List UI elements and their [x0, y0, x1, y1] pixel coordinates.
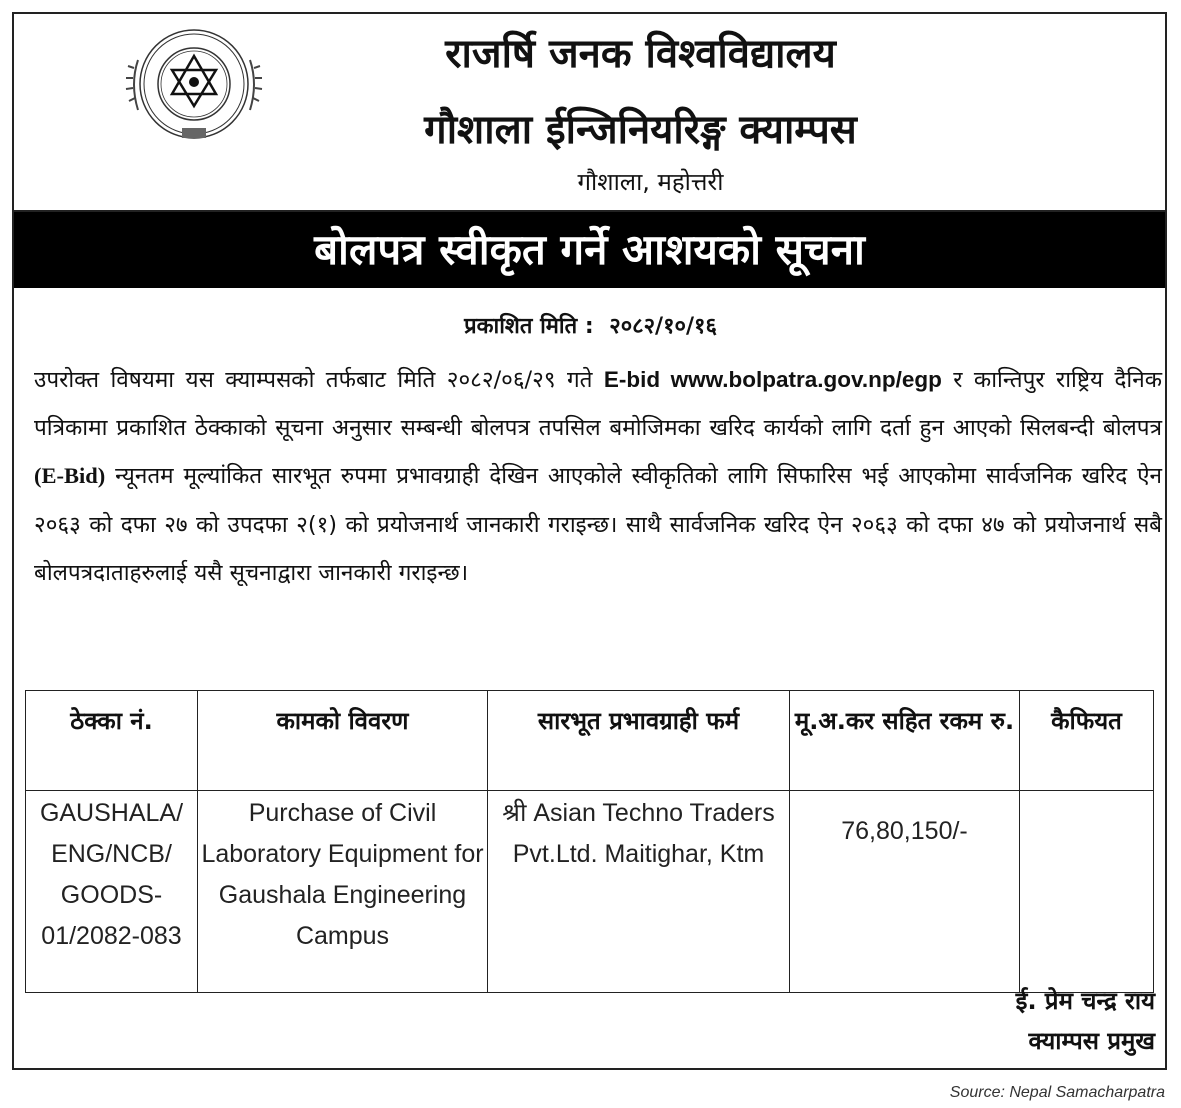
ebid-term: (E-Bid): [34, 463, 106, 489]
campus-location: गौशाला, महोत्तरी: [577, 168, 724, 196]
header-firm: सारभूत प्रभावग्राही फर्म: [488, 691, 790, 791]
body-part-1: उपरोक्त विषयमा यस क्याम्पसको तर्फबाट मिति २०८२/०६/२९ गते: [34, 367, 604, 393]
notice-title: बोलपत्र स्वीकृत गर्ने आशयको सूचना: [14, 212, 1165, 288]
table-row: [26, 791, 1154, 993]
table-header-row: [26, 691, 1154, 791]
cell-description: Purchase of Civil Laboratory Equipment for Gaushala Engineering Campus: [198, 791, 488, 993]
cell-contract-no: GAUSHALA/ ENG/NCB/ GOODS- 01/2082-083: [26, 791, 198, 993]
body-part-2: र कान्तिपुर राष्ट्रिय दैनिक पत्रिकामा प्रकाशित ठेक्काको सूचना अनुसार सम्बन्धी बोलपत्र तपसिल बमोजिमका खरिद कार्यको लागि दर्ता हुन आएको सिलबन्दी बोलपत्र: [34, 367, 1163, 442]
body-part-3: न्यूनतम मूल्यांकित सारभूत रुपमा प्रभावग्राही देखिन आएकोले स्वीकृतिको लागि सिफारिस भई आएकोमा सार्वजनिक खरिद ऐन २०६३ को दफा २७ को उपदफा २(१) को प्रयोजनार्थ जानकारी गराइन्छ। साथै सार्वजनिक खरिद ऐन २०६३ को दफा ४७ को प्रयोजनार्थ सबै बोलपत्रदाताहरुलाई यसै सूचनाद्वारा जानकारी गराइन्छ।: [34, 463, 1162, 586]
header-contract-no: ठेक्का नं.: [26, 691, 198, 791]
notice-body: [34, 356, 1162, 597]
cell-remarks: [1020, 791, 1154, 993]
cell-firm: श्री Asian Techno Traders Pvt.Ltd. Maitighar, Ktm: [488, 791, 790, 993]
source-credit: Source: Nepal Samacharpatra: [949, 1084, 1165, 1101]
publication-date-label: प्रकाशित मिति :: [464, 314, 594, 339]
signatory-name: ई. प्रेम चन्द्र राय: [1015, 987, 1155, 1015]
header-description: कामको विवरण: [198, 691, 488, 791]
header-amount: मू.अ.कर सहित रकम रु.: [790, 691, 1020, 791]
campus-name: गौशाला ईन्जिनियरिङ्ग क्याम्पस: [424, 107, 857, 153]
tender-table: [25, 690, 1154, 993]
publication-date-value: २०८२/१०/१६: [609, 314, 717, 339]
cell-amount: 76,80,150/-: [790, 791, 1020, 993]
signatory-title: क्याम्पस प्रमुख: [1028, 1027, 1155, 1055]
publication-date: [0, 310, 1181, 340]
header-remarks: कैफियत: [1020, 691, 1154, 791]
ebid-link: E-bid www.bolpatra.gov.np/egp: [603, 367, 942, 392]
university-name: राजर्षि जनक विश्वविद्यालय: [445, 31, 836, 77]
